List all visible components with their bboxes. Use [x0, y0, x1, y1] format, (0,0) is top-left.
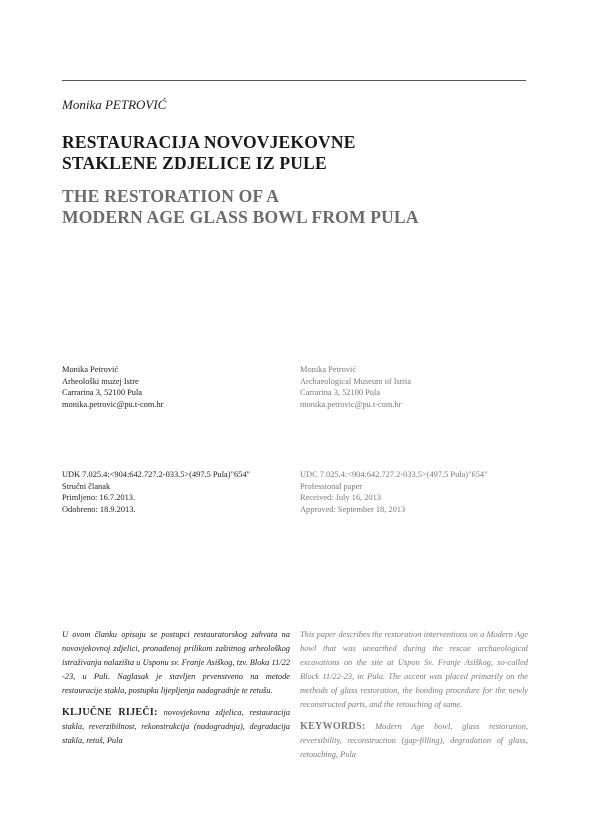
udc-code: UDC 7.025.4:<904:642.727.2-033.5>(497.5 Pula)"654": [300, 470, 488, 479]
metadata-croatian: [62, 469, 290, 515]
header-rule: [62, 80, 526, 81]
title-croatian: [62, 132, 532, 174]
affiliation-address: Carrarina 3, 52100 Pula: [62, 388, 143, 398]
abstract-english-section: [300, 628, 528, 762]
affiliation-email: monika.petrovic@pu.t-com.hr: [300, 399, 402, 409]
affiliation-english: [300, 364, 528, 410]
affiliation-name: Monika Petrović: [300, 365, 357, 374]
abstract-english: This paper describes the restoration interventions on a Modern Age bowl that was unearthed during the rescue archaeological excavations on the site at Uspon Sv. Franje Asiškog, so-called Block 11/22-23, in Pula. The accent was placed primarily on the methods of glass restoration, the bonding procedure for the newly reconstructed parts, and the retouching of same.: [300, 630, 528, 709]
title-english: [62, 186, 542, 228]
keywords-list: Modern Age bowl, glass restoration, reversibility, reconstruction (gap-filling), degradation of glass, retouching, Pula: [300, 722, 528, 759]
keywords-list: novovjekovna zdjelica, restauracija stakla, reverzibilnost, rekonstrukcija (nadogradnja), degradacija stakla, retuš, Pula: [62, 708, 291, 745]
approved-date: Odobreno: 18.9.2013.: [62, 504, 136, 514]
keywords-english: [300, 720, 528, 762]
title-croatian-line-1: RESTAURACIJA NOVOVJEKOVNE: [62, 132, 356, 152]
abstract-croatian-section: [62, 628, 290, 748]
title-croatian-line-2: STAKLENE ZDJELICE IZ PULE: [62, 153, 327, 173]
paper-type: Stručni članak: [62, 481, 111, 491]
affiliation-institution: Archaeological Museum of Istria: [300, 376, 411, 386]
affiliation-name: Monika Petrović: [62, 365, 119, 374]
received-date: Received: July 16, 2013: [300, 493, 381, 503]
title-english-line-1: THE RESTORATION OF A: [62, 186, 280, 206]
approved-date: Approved: September 18, 2013: [300, 504, 406, 514]
affiliation-institution: Arheološki muzej Istre: [62, 376, 139, 386]
abstract-croatian: U ovom članku opisuju se postupci restauratorskog zahvata na novovjekovnoj zdjelici, pronađenoj prilikom zaštitnog arheološkog istraživanja nalazišta u Usponu sv. Franje Asiškog, tzv. Bloka 11/22 -23, u Puli. Naglasak je stavljen prvenstveno na metode restauracije stakla, postupku lijepljenja nadogradnje te retušu.: [62, 630, 290, 695]
title-english-line-2: MODERN AGE GLASS BOWL FROM PULA: [62, 207, 419, 227]
author-name: Monika PETROVIĆ: [62, 97, 167, 112]
keywords-label: KLJUČNE RIJEČI:: [62, 707, 158, 718]
udk-code: UDK 7.025.4:<904:642.727.2-033.5>(497.5 Pula)"654": [62, 470, 250, 479]
affiliation-email: monika.petrovic@pu.t-com.hr: [62, 399, 164, 409]
keywords-croatian: [62, 706, 290, 748]
affiliation-croatian: [62, 364, 290, 410]
affiliation-address: Carrarina 3, 52100 Pula: [300, 388, 381, 398]
paper-type: Professional paper: [300, 481, 363, 491]
keywords-label: KEYWORDS:: [300, 721, 366, 732]
metadata-english: [300, 469, 528, 515]
received-date: Primljeno: 16.7.2013.: [62, 493, 136, 503]
